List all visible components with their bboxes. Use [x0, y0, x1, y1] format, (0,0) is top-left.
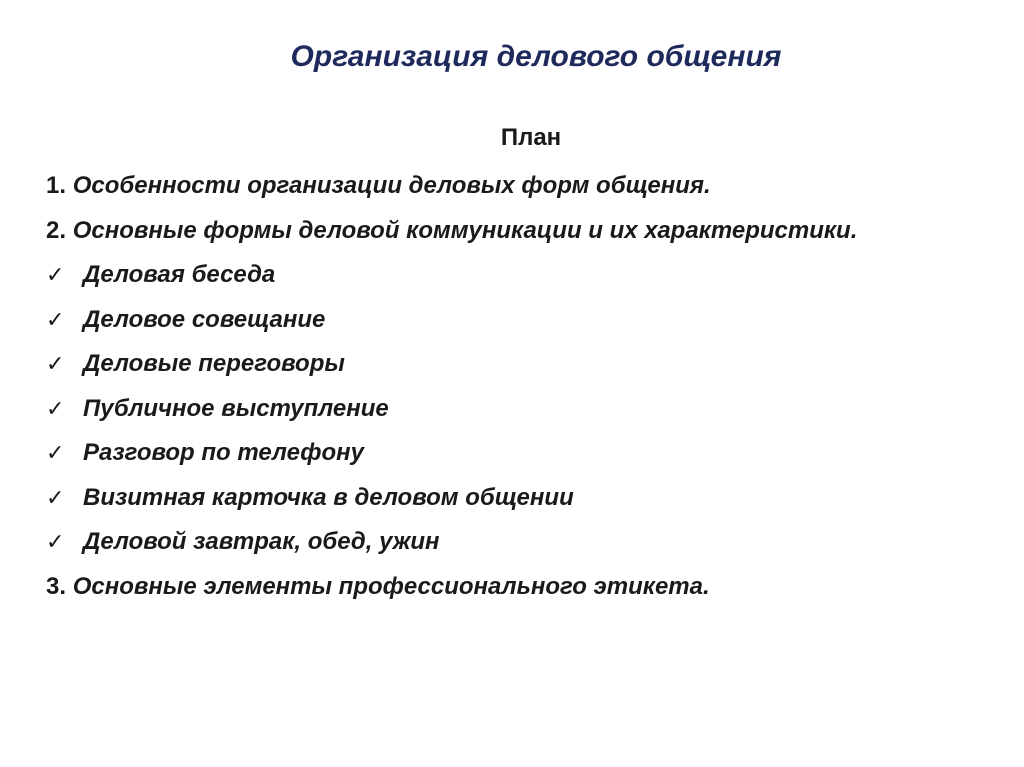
check-icon: ✓: [46, 306, 65, 332]
subitem-text: Визитная карточка в деловом общении: [83, 483, 574, 511]
subitem-text: Публичное выступление: [83, 394, 389, 422]
plan-subitem-negotiations: [46, 345, 857, 390]
plan-subitem-business-meeting: [46, 301, 857, 346]
plan-item-1: [46, 167, 857, 212]
item-number: 1.: [46, 172, 67, 199]
subitem-text: Разговор по телефону: [83, 439, 365, 466]
subitem-text: Деловая беседа: [83, 261, 276, 288]
subitem-text: Деловой завтрак, обед, ужин: [83, 528, 440, 555]
plan-subitem-business-conversation: [46, 256, 857, 301]
plan-item-3: [46, 568, 857, 613]
subitem-text: Деловое совещание: [83, 305, 326, 333]
check-icon: ✓: [46, 351, 65, 376]
plan-subitem-public-speech: [46, 390, 857, 435]
item-text: Основные формы деловой коммуникации и их характеристики.: [72, 216, 858, 244]
item-text: Особенности организации деловых форм общения.: [72, 172, 711, 199]
check-icon: ✓: [46, 262, 65, 287]
item-text: Основные элементы профессионального этикета.: [72, 572, 710, 600]
check-icon: ✓: [46, 440, 65, 465]
check-icon: ✓: [46, 529, 65, 554]
item-number: 3.: [46, 572, 67, 600]
plan-heading: План: [500, 124, 562, 151]
plan-subitem-phone-call: [46, 434, 857, 479]
slide-title: Организация делового общения: [290, 40, 782, 73]
plan-item-2: [46, 212, 857, 257]
plan-list: [46, 167, 857, 612]
plan-subitem-business-meal: [46, 523, 857, 568]
check-icon: ✓: [46, 395, 65, 421]
plan-subitem-business-card: [46, 479, 857, 524]
subitem-text: Деловые переговоры: [83, 350, 345, 377]
item-number: 2.: [46, 216, 67, 244]
check-icon: ✓: [46, 484, 65, 510]
